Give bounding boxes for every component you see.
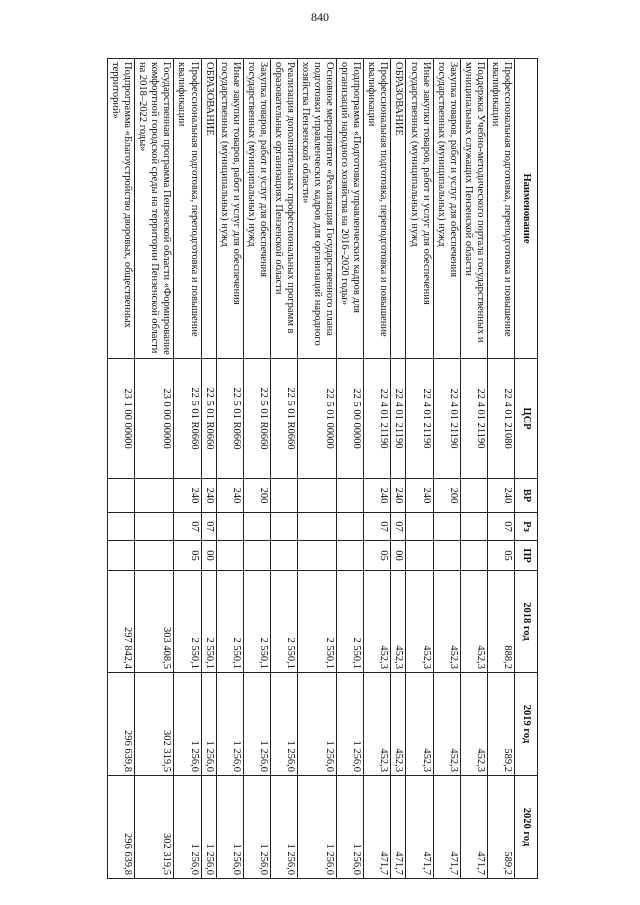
cell-2018: 452,3: [391, 571, 406, 673]
cell-csr: 22 5 01 00000: [298, 359, 337, 479]
cell-2020: 1 256,0: [174, 776, 201, 879]
cell-vr: [460, 479, 487, 513]
cell-2018: 2 550,1: [270, 571, 297, 673]
cell-2020: 471,7: [364, 776, 391, 879]
cell-csr: 22 5 01 R0660: [201, 359, 216, 479]
table-header-row: [515, 59, 538, 879]
cell-2018: 2 550,1: [337, 571, 364, 673]
cell-2019: 1 256,0: [216, 673, 243, 776]
cell-csr: 22 5 01 R0660: [174, 359, 201, 479]
cell-csr: 22 5 01 R0660: [270, 359, 297, 479]
cell-name: ОБРАЗОВАНИЕ: [391, 59, 406, 359]
cell-pr: [243, 541, 270, 571]
header-name: Наименование: [515, 59, 538, 359]
cell-csr: 22 4 01 21190: [406, 359, 433, 479]
header-rz: Рз: [515, 513, 538, 541]
cell-rz: [298, 513, 337, 541]
cell-pr: [270, 541, 297, 571]
cell-pr: [460, 541, 487, 571]
cell-pr: [216, 541, 243, 571]
cell-2020: 1 256,0: [201, 776, 216, 879]
header-csr: ЦСР: [515, 359, 538, 479]
cell-rz: [270, 513, 297, 541]
cell-rz: 07: [201, 513, 216, 541]
cell-rz: [406, 513, 433, 541]
header-2020: 2020 год: [515, 776, 538, 879]
cell-csr: 22 5 00 00000: [337, 359, 364, 479]
table-row: [391, 59, 406, 879]
cell-pr: [298, 541, 337, 571]
cell-name: Иные закупки товаров, работ и услуг для обеспечения государственных (муниципальных) нужд: [216, 59, 243, 359]
cell-name: Закупка товаров, работ и услуг для обеспечения государственных (муниципальных) нужд: [433, 59, 460, 359]
cell-csr: 22 5 01 R0660: [243, 359, 270, 479]
cell-name: Профессиональная подготовка, переподготовка и повышение квалификации: [487, 59, 514, 359]
cell-pr: [337, 541, 364, 571]
cell-2019: 1 256,0: [270, 673, 297, 776]
page-number: 840: [311, 10, 329, 24]
cell-rz: [108, 513, 135, 541]
table-row: [460, 59, 487, 879]
cell-2020: 589,2: [487, 776, 514, 879]
cell-2018: 452,3: [364, 571, 391, 673]
cell-vr: [108, 479, 135, 513]
cell-2018: 2 550,1: [174, 571, 201, 673]
table-row: [298, 59, 337, 879]
cell-2019: 302 319,5: [135, 673, 174, 776]
cell-2019: 1 256,0: [298, 673, 337, 776]
cell-vr: 240: [364, 479, 391, 513]
cell-vr: 240: [406, 479, 433, 513]
cell-2018: 2 550,1: [216, 571, 243, 673]
cell-name: Подпрограмма «Благоустройство дворовых, общественных территорий»: [108, 59, 135, 359]
cell-pr: [108, 541, 135, 571]
cell-2019: 296 639,8: [108, 673, 135, 776]
table-row: [135, 59, 174, 879]
cell-csr: 22 4 01 21190: [433, 359, 460, 479]
cell-vr: [270, 479, 297, 513]
cell-rz: [216, 513, 243, 541]
cell-rz: [243, 513, 270, 541]
cell-2020: 302 319,5: [135, 776, 174, 879]
cell-2020: 471,7: [433, 776, 460, 879]
cell-pr: [135, 541, 174, 571]
cell-pr: 05: [174, 541, 201, 571]
cell-name: Профессиональная подготовка, переподготовка и повышение квалификации: [364, 59, 391, 359]
cell-2020: 1 256,0: [270, 776, 297, 879]
cell-2018: 303 408,5: [135, 571, 174, 673]
cell-2018: 452,3: [460, 571, 487, 673]
cell-2018: 452,3: [433, 571, 460, 673]
table-row: [201, 59, 216, 879]
cell-2019: 589,2: [487, 673, 514, 776]
table-row: [433, 59, 460, 879]
cell-2019: 452,3: [433, 673, 460, 776]
cell-pr: [406, 541, 433, 571]
cell-vr: [298, 479, 337, 513]
header-vr: ВР: [515, 479, 538, 513]
cell-name: Государственная программа Пензенской области «Формирование комфортной городской среды на территории Пензенской области на 2018–2022 годы»: [135, 59, 174, 359]
cell-name: Основное мероприятие «Реализация Государственного плана подготовки управленческих кадров для организаций народного хозяйства Пензенской области»: [298, 59, 337, 359]
cell-rz: 07: [174, 513, 201, 541]
table-row: [270, 59, 297, 879]
cell-2018: 888,2: [487, 571, 514, 673]
cell-2020: 1 256,0: [243, 776, 270, 879]
cell-csr: 23 0 00 00000: [135, 359, 174, 479]
table-row: [406, 59, 433, 879]
cell-name: Подпрограмма «Подготовка управленческих кадров для организаций народного хозяйства на 2016–2020 годы»: [337, 59, 364, 359]
table-row: [364, 59, 391, 879]
cell-name: ОБРАЗОВАНИЕ: [201, 59, 216, 359]
budget-table: [107, 58, 538, 879]
cell-2020: 471,7: [406, 776, 433, 879]
cell-rz: 07: [487, 513, 514, 541]
cell-csr: 23 1 00 00000: [108, 359, 135, 479]
cell-pr: [433, 541, 460, 571]
cell-csr: 22 4 01 21080: [487, 359, 514, 479]
cell-2019: 452,3: [391, 673, 406, 776]
cell-name: Профессиональная подготовка, переподготовка и повышение квалификации: [174, 59, 201, 359]
table-row: [174, 59, 201, 879]
cell-2019: 452,3: [364, 673, 391, 776]
cell-rz: 07: [391, 513, 406, 541]
cell-vr: 240: [487, 479, 514, 513]
cell-rz: [433, 513, 460, 541]
cell-vr: 240: [174, 479, 201, 513]
cell-2019: 452,3: [460, 673, 487, 776]
cell-vr: [135, 479, 174, 513]
cell-2019: 452,3: [406, 673, 433, 776]
cell-rz: [337, 513, 364, 541]
cell-2019: 1 256,0: [337, 673, 364, 776]
cell-vr: [337, 479, 364, 513]
cell-2020: 1 256,0: [298, 776, 337, 879]
cell-csr: 22 4 01 21190: [460, 359, 487, 479]
cell-name: Иные закупки товаров, работ и услуг для обеспечения государственных (муниципальных) нужд: [406, 59, 433, 359]
cell-rz: 07: [364, 513, 391, 541]
header-2019: 2019 год: [515, 673, 538, 776]
cell-vr: 240: [391, 479, 406, 513]
cell-2018: 452,3: [406, 571, 433, 673]
cell-pr: 00: [201, 541, 216, 571]
header-2018: 2018 год: [515, 571, 538, 673]
cell-vr: 240: [201, 479, 216, 513]
cell-pr: 05: [487, 541, 514, 571]
cell-2020: 1 256,0: [216, 776, 243, 879]
table-row: [108, 59, 135, 879]
cell-name: Реализация дополнительных профессиональных программ в образовательных организациях Пензенской области: [270, 59, 297, 359]
cell-vr: 200: [243, 479, 270, 513]
cell-2020: 471,7: [460, 776, 487, 879]
cell-2019: 1 256,0: [174, 673, 201, 776]
cell-2020: 296 639,8: [108, 776, 135, 879]
cell-csr: 22 4 01 21190: [364, 359, 391, 479]
cell-vr: 240: [216, 479, 243, 513]
table-row: [216, 59, 243, 879]
cell-rz: [460, 513, 487, 541]
cell-csr: 22 5 01 R0660: [216, 359, 243, 479]
cell-2018: 2 550,1: [298, 571, 337, 673]
cell-pr: 00: [391, 541, 406, 571]
cell-2018: 297 842,4: [108, 571, 135, 673]
cell-vr: 200: [433, 479, 460, 513]
table-row: [243, 59, 270, 879]
cell-2020: 1 256,0: [337, 776, 364, 879]
cell-pr: 05: [364, 541, 391, 571]
cell-2020: 471,7: [391, 776, 406, 879]
table-row: [337, 59, 364, 879]
cell-2018: 2 550,1: [201, 571, 216, 673]
cell-rz: [135, 513, 174, 541]
cell-2019: 1 256,0: [201, 673, 216, 776]
cell-name: Поддержка Учебно-методического портала государственных и муниципальных служащих Пензенской области: [460, 59, 487, 359]
cell-2018: 2 550,1: [243, 571, 270, 673]
rotated-table-wrapper: [96, 58, 538, 878]
cell-name: Закупка товаров, работ и услуг для обеспечения государственных (муниципальных) нужд: [243, 59, 270, 359]
cell-csr: 22 4 01 21190: [391, 359, 406, 479]
header-pr: ПР: [515, 541, 538, 571]
table-row: [487, 59, 514, 879]
cell-2019: 1 256,0: [243, 673, 270, 776]
